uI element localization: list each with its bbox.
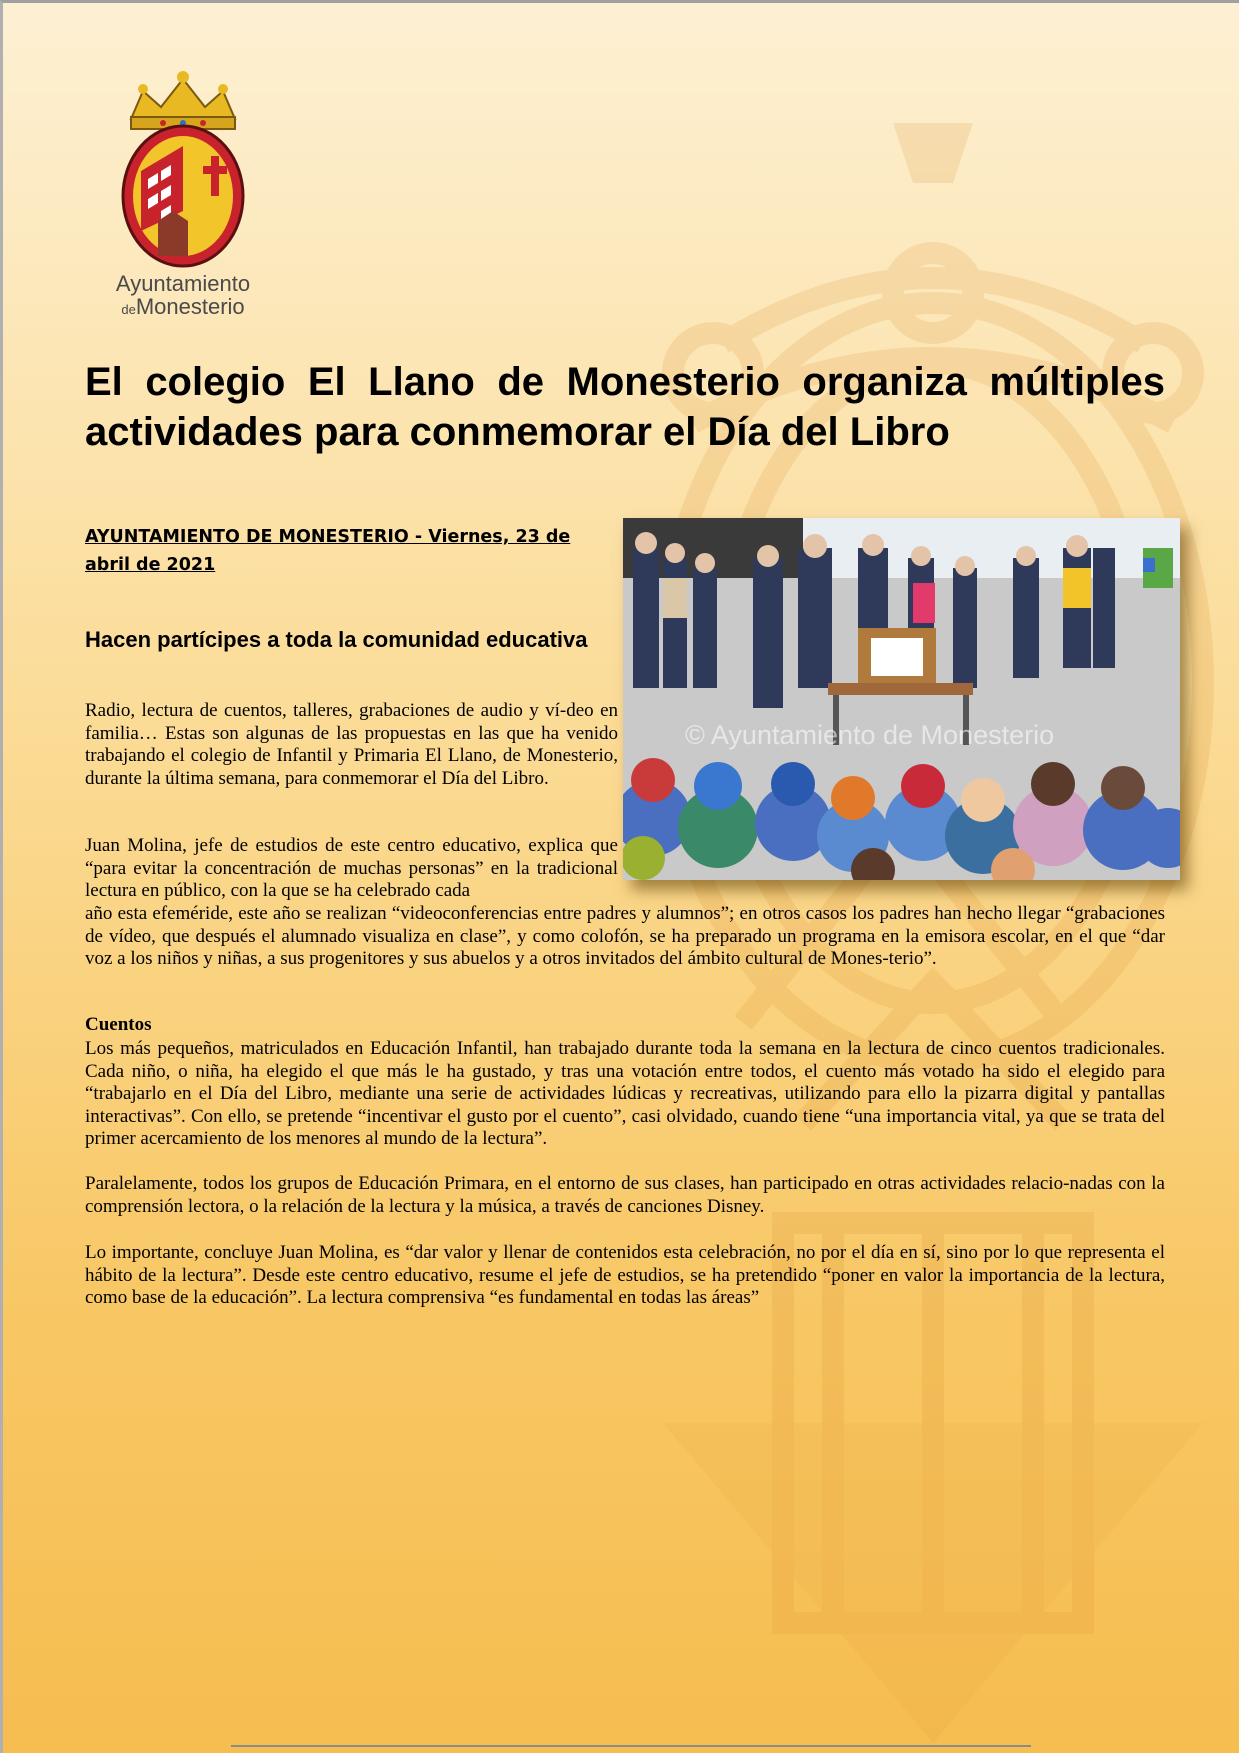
article-subheadline: Hacen partícipes a toda la comunidad educativa [85,627,588,652]
logo-name-prefix: de [121,302,136,317]
footer-divider [231,1745,1031,1747]
paragraph-2-end-text: año esta efeméride, este año se realizan “videoconferencias entre padres y alumnos”; en otros casos los padres han hecho llegar “grabaciones de vídeo, que después el alumnado visualiza en clase”, y como colofón, se ha preparado un programa en la emisora escolar, en el que “dar voz a los niños y niñas, a sus progenitores y sus abuelos y a otros invitados del ámbito cultural de Mones-terio”. [85,903,1165,970]
paragraph-5-text: Lo importante, concluye Juan Molina, es “dar valor y llenar de contenidos esta celebración, no por el día en sí, sino por lo que representa el hábito de la lectura”. Desde este centro educativo, resume el jefe de estudios, se ha pretendido “poner en valor la importancia de la lectura, como base de la educación”. La lectura comprensiva “es fundamental en todas las áreas” [85,1242,1165,1309]
article-photo [623,518,1180,880]
logo-name-line1: Ayuntamiento [115,271,251,296]
paragraph-2-start-text: Juan Molina, jefe de estudios de este centro educativo, explica que “para evitar la concentración de muchas personas” en la tradicional lectura en público, con la que se ha celebrado cada [85,835,618,902]
article-paragraph-2-start [85,835,618,903]
logo-name-line2 [103,294,263,320]
schoolyard-photo-illustration [623,518,1180,880]
paragraph-3-text: Los más pequeños, matriculados en Educación Infantil, han trabajado durante toda la semana en la lectura de cinco cuentos tradicionales. Cada niño, o niña, ha elegido el que más le ha gustado, y tras una votación entre todos, el cuento más votado ha sido el elegido para “trabajarlo en el Día del Libro, mediante una serie de actividades lúdicas y recreativas, utilizando para ello la pizarra digital y pantallas interactivas”. Con ello, se pretende “incentivar el gusto por el cuento”, casi olvidado, cuando tiene “una importancia vital, ya que se trata del primer acercamiento de los menores al mundo de la lectura”. [85,1038,1165,1150]
article-paragraph-5 [85,1242,1165,1310]
article-paragraph-4 [85,1173,1165,1218]
article-paragraph-2-end [85,903,1165,971]
coat-of-arms-icon [113,71,253,271]
intro-text: Radio, lectura de cuentos, talleres, grabaciones de audio y ví-deo en familia… Estas son algunas de las propuestas en las que ha venido trabajando el colegio de Infantil y Primaria El Llano, de Monesterio, durante la última semana, para conmemorar el Día del Libro. [85,700,618,789]
municipality-logo [103,71,263,321]
photo-copyright-watermark: © Ayuntamiento de Monesterio [685,720,1055,750]
section-heading: Cuentos [85,1014,152,1035]
logo-name-town: Monesterio [135,294,245,319]
article-headline: El colegio El Llano de Monesterio organiza múltiples actividades para conmemorar el Día del Libro [85,360,1165,454]
article-intro-paragraph [85,700,618,790]
paragraph-4-text: Paralelamente, todos los grupos de Educación Primara, en el entorno de sus clases, han participado en otras actividades relacio-nadas con la comprensión lectora, o la relación de la lectura y la música, a través de canciones Disney. [85,1173,1165,1217]
article-paragraph-3 [85,1038,1165,1151]
article-dateline: AYUNTAMIENTO DE MONESTERIO - Viernes, 23 de abril de 2021 [85,527,571,575]
